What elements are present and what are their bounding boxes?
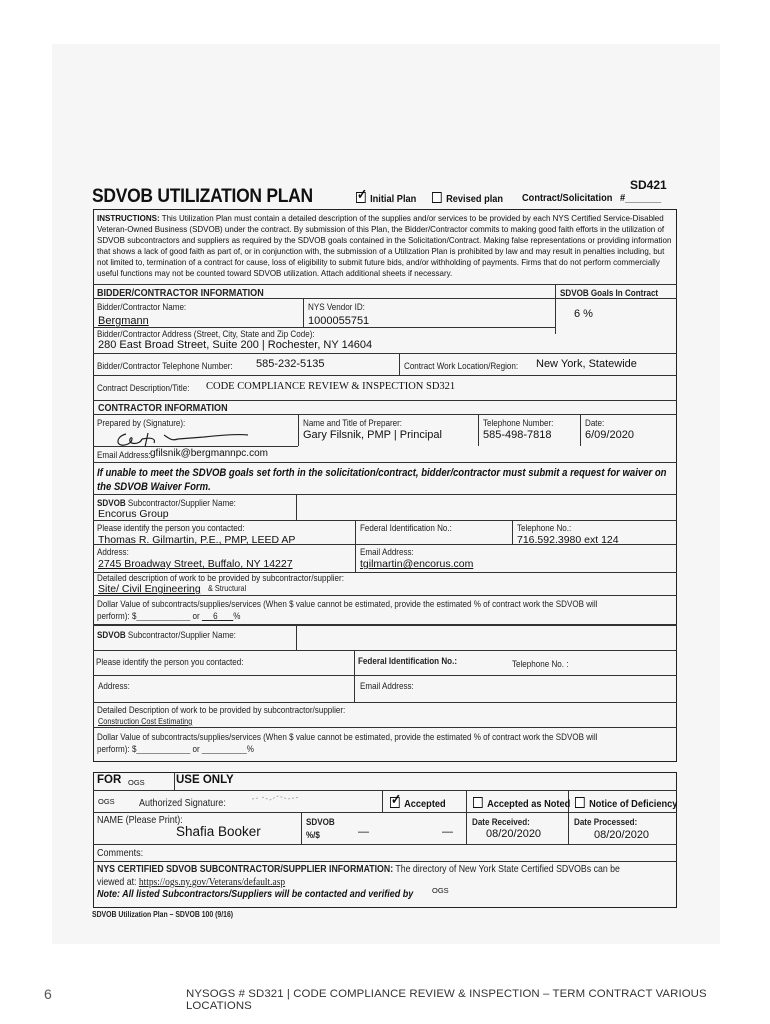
date-processed-label: Date Processed:	[574, 816, 638, 827]
divider	[93, 675, 677, 676]
sub1-address-label: Address:	[97, 546, 129, 557]
sub1-email-label: Email Address:	[360, 546, 414, 557]
contractor-phone-label: Telephone Number:	[483, 417, 554, 428]
divider	[93, 861, 677, 862]
notice-of-deficiency-option[interactable]: Notice of Deficiency	[575, 797, 677, 810]
divider	[93, 414, 677, 415]
divider	[93, 284, 677, 285]
initial-plan-option[interactable]: ✓ Initial Plan	[356, 192, 416, 205]
accepted-checkbox[interactable]	[390, 797, 400, 808]
divider	[93, 544, 677, 545]
sdvob-pct-label: SDVOB	[306, 816, 335, 827]
sub2-perform: perform): $____________ or __________%	[97, 743, 254, 754]
verification-note: Note: All listed Subcontractors/Suppliers will be contacted and verified by	[97, 889, 414, 900]
work-location-label: Contract Work Location/Region:	[404, 360, 519, 371]
accepted-option[interactable]: ✓ Accepted	[390, 797, 446, 810]
viewed-at: viewed at: https://ogs.ny.gov/Veterans/default.asp	[97, 876, 286, 888]
divider	[555, 284, 556, 334]
preparer-name: Gary Filsnik, PMP | Principal	[303, 429, 442, 441]
divider	[93, 790, 677, 791]
contractor-date: 6/09/2020	[585, 429, 634, 441]
print-name-label: NAME (Please Print):	[97, 814, 183, 826]
page-footer: NYSOGS # SD321 | CODE COMPLIANCE REVIEW & INSPECTION – TERM CONTRACT VARIOUS LOCATIONS	[186, 988, 707, 1012]
divider	[568, 812, 569, 844]
contract-solicitation-label: Contract/Solicitation	[522, 192, 613, 204]
sub1-work-label: Detailed description of work to be provided by subcontractor/supplier:	[97, 572, 344, 583]
divider	[93, 702, 677, 703]
page-number: 6	[44, 986, 52, 1002]
date-processed: 08/20/2020	[594, 829, 650, 841]
divider	[382, 790, 383, 812]
waiver-notice: If unable to meet the SDVOB goals set forth in the solicitation/contract, bidder/contractor must submit a request for waiver on the SDVOB Waiver Form.	[97, 467, 667, 493]
revised-plan-checkbox[interactable]	[432, 192, 442, 203]
divider	[93, 520, 677, 521]
email-label: Email Address:	[97, 449, 151, 460]
sdvob-goals-value: 6 %	[574, 308, 593, 320]
form-code: SD421	[630, 178, 667, 192]
divider	[303, 298, 304, 328]
ogs-small: OGS	[128, 778, 145, 787]
prepared-by-label: Prepared by (Signature):	[97, 417, 186, 428]
sub1-dollar-text: Dollar Value of subcontracts/supplies/services (When $ value cannot be estimated, provide the estimated % of contract work the SDVOB will	[97, 598, 598, 609]
sub1-work: Site/ Civil Engineering	[98, 583, 201, 595]
sub1-work-extra: & Structural	[208, 583, 247, 593]
preparer-name-label: Name and Title of Preparer:	[303, 417, 403, 428]
divider	[296, 494, 297, 520]
contract-description: CODE COMPLIANCE REVIEW & INSPECTION SD321	[206, 381, 456, 392]
form-title: SDVOB UTILIZATION PLAN	[92, 186, 313, 207]
sub1-perform: perform): $____________ or 6 %	[97, 610, 241, 621]
divider	[298, 414, 299, 446]
divider	[93, 446, 298, 447]
contract-number: #_______	[620, 192, 662, 204]
sub1-email: tgilmartin@encorus.com	[360, 558, 474, 570]
sub1-address: 2745 Broadway Street, Buffalo, NY 14227	[98, 558, 293, 570]
accepted-as-noted-option[interactable]: Accepted as Noted	[473, 797, 570, 810]
work-location: New York, Statewide	[536, 358, 637, 370]
accepted-as-noted-checkbox[interactable]	[473, 797, 483, 808]
pct-dash-2: —	[442, 826, 453, 838]
divider	[93, 650, 677, 651]
divider	[93, 595, 677, 596]
divider	[174, 772, 175, 790]
bidder-address-label: Bidder/Contractor Address (Street, City, State and Zip Code):	[97, 328, 315, 339]
bidder-name: Bergmann	[98, 315, 149, 327]
nys-directory-text: NYS CERTIFIED SDVOB SUBCONTRACTOR/SUPPLIER INFORMATION: The directory of New York State Certified SDVOBs can be	[97, 864, 620, 875]
divider	[93, 462, 677, 463]
divider	[580, 414, 581, 446]
print-name: Shafia Booker	[176, 824, 261, 839]
sub2-tel-label: Telephone No. :	[512, 658, 569, 669]
instructions-label: INSTRUCTIONS:	[97, 213, 160, 223]
divider	[466, 812, 467, 844]
revised-plan-option[interactable]: Revised plan	[432, 192, 503, 205]
divider	[301, 812, 302, 844]
divider	[355, 520, 356, 572]
sub1-percent: 6	[213, 610, 218, 621]
initial-plan-checkbox[interactable]	[356, 192, 366, 203]
bidder-section-heading: BIDDER/CONTRACTOR INFORMATION	[97, 287, 264, 299]
instructions	[97, 213, 674, 278]
ogs-for: FOR	[97, 774, 122, 786]
divider	[478, 414, 479, 446]
contractor-email: gfilsnik@bergmannpc.com	[150, 448, 268, 459]
divider	[296, 624, 297, 650]
authorized-signature	[248, 792, 308, 806]
vendor-id-label: NYS Vendor ID:	[308, 301, 365, 312]
sub1-contact-label: Please identify the person you contacted:	[97, 522, 245, 533]
sub1-name-label: SDVOB Subcontractor/Supplier Name:	[97, 497, 236, 508]
form-id: SDVOB Utilization Plan – SDVOB 100 (9/16)	[92, 910, 234, 919]
sub2-work-label: Detailed Description of work to be provided by subcontractor/supplier:	[97, 704, 346, 715]
divider	[93, 812, 677, 813]
ogs-label: OGS	[98, 797, 115, 806]
sub1-name: Encorus Group	[98, 508, 169, 520]
date-label: Date:	[585, 417, 605, 428]
divider	[399, 353, 400, 375]
sub2-name-label: SDVOB Subcontractor/Supplier Name:	[97, 629, 236, 640]
sub2-email-label: Email Address:	[360, 680, 414, 691]
divider	[354, 650, 355, 702]
sub2-dollar-text: Dollar Value of subcontracts/supplies/services (When $ value cannot be estimated, provide the estimated % of contract work the SDVOB will	[97, 731, 598, 742]
sdvob-goals-label: SDVOB Goals In Contract	[560, 287, 659, 298]
ogs-use-only: USE ONLY	[176, 774, 234, 786]
sub1-contact: Thomas R. Gilmartin, P.E., PMP, LEED AP	[98, 534, 296, 546]
authorized-signature-label: Authorized Signature:	[139, 797, 226, 809]
sub2-contact-label: Please identify the person you contacted:	[96, 656, 244, 667]
divider	[512, 520, 513, 544]
directory-link[interactable]: https://ogs.ny.gov/Veterans/default.asp	[138, 876, 286, 888]
divider	[93, 400, 677, 401]
divider	[93, 624, 677, 626]
sub2-fed-id-label: Federal Identification No.:	[358, 655, 458, 666]
divider	[466, 790, 467, 812]
divider	[93, 353, 677, 354]
sub2-address-label: Address:	[98, 680, 130, 691]
date-received: 08/20/2020	[486, 828, 542, 840]
bidder-address: 280 East Broad Street, Suite 200 | Rochester, NY 14604	[98, 339, 373, 351]
divider	[93, 727, 677, 728]
vendor-id: 1000055751	[308, 315, 370, 327]
sub1-tel: 716.592.3980 ext 124	[517, 534, 619, 546]
divider	[93, 375, 677, 376]
contractor-phone: 585-498-7818	[483, 429, 552, 441]
bidder-phone-label: Bidder/Contractor Telephone Number:	[97, 360, 233, 371]
sub2-work: Construction Cost Estimating	[98, 716, 193, 726]
contract-description-label: Contract Description/Title:	[97, 382, 190, 393]
contractor-section-heading: CONTRACTOR INFORMATION	[98, 402, 228, 414]
comments-label: Comments:	[97, 847, 144, 859]
divider	[93, 494, 677, 495]
verification-note-ogs: OGS	[432, 886, 449, 895]
date-received-label: Date Received:	[472, 816, 530, 827]
divider	[93, 844, 677, 845]
sub1-fed-id-label: Federal Identification No.:	[360, 522, 452, 533]
bidder-phone: 585-232-5135	[256, 358, 325, 370]
pct-dollar-label: %/$	[306, 829, 320, 840]
notice-of-deficiency-checkbox[interactable]	[575, 797, 585, 808]
pct-dash: —	[358, 826, 369, 838]
sub1-tel-label: Telephone No.:	[517, 522, 572, 533]
bidder-name-label: Bidder/Contractor Name:	[97, 301, 187, 312]
instructions-text: This Utilization Plan must contain a detailed description of the supplies and/or services to be provided by each NYS Certified Service-Disabled Veteran-Owned Business (SDVOB) under the contract. By submission of this Plan, the Bidder/Contractor commits to making good faith efforts in the utilization of SDVOB subcontractors and suppliers as required by the SDVOB goals contained in the Solicitation/Contract. Making false representations or providing information that shows a lack of good faith as part of, or in conjunction with, the submission of a Utilization Plan is prohibited by law and may result in penalties including, but not limited to, termination of a contract for cause, loss of eligibility to submit future bids, and/or withholding of payments. Firms that do not perform commercially useful functions may not be counted toward SDVOB utilization. Attach additional sheets if necessary.	[97, 213, 672, 278]
